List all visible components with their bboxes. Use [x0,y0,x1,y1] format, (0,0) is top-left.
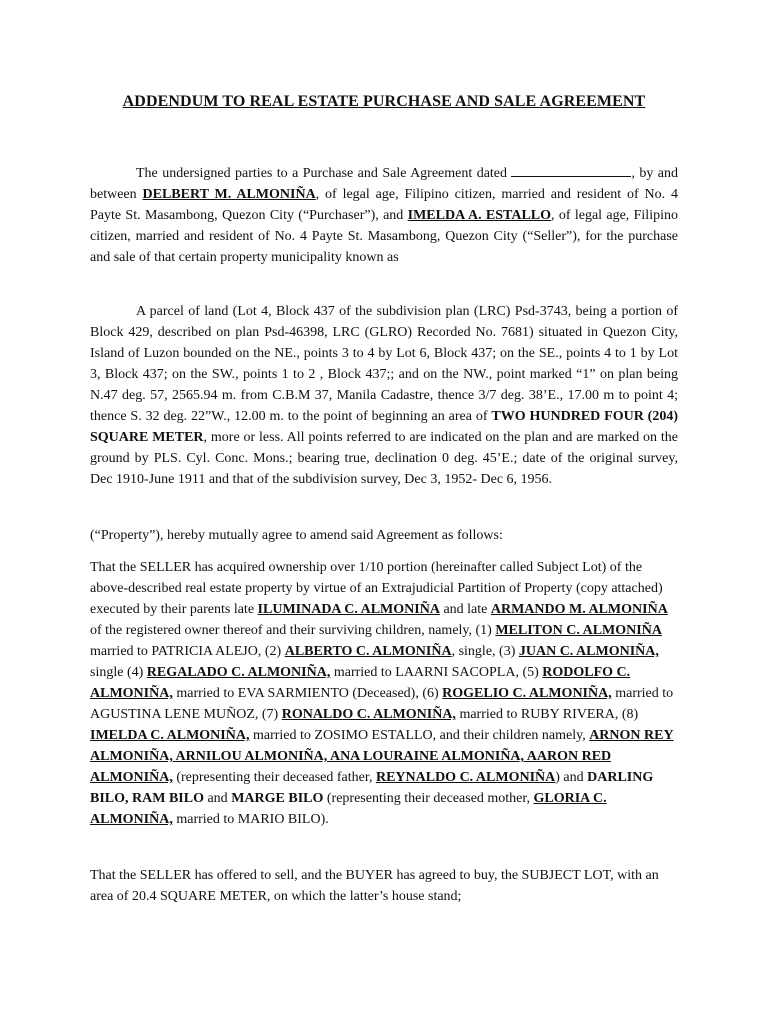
text: , of legal age, Filipino citizen, married and resident of No. 4 Payte St. Masambong, Quezon City (“Purchaser”), and [90,187,678,223]
paragraph-property-description [90,301,678,490]
children-names: ARNON REY ALMONIÑA, ARNILOU ALMONIÑA, ANA LOURAINE ALMONIÑA, AARON RED ALMONIÑA, [90,728,674,785]
text: , more or less. All points referred to are indicated on the plan and are marked on the ground by PLS. Cyl. Conc. Mons.; bearing true, declination 0 deg. 45’E.; date of the original survey, Dec 1910-June 1911 and that of the subdivision survey, Dec 3, 1952- Dec 6, 1956. [90,430,678,487]
purchaser-name: DELBERT M. ALMONIÑA [142,187,316,202]
text: That the SELLER has acquired ownership over 1/10 portion (hereinafter called Subject Lot) of the above-described real estate property by virtue of an Extrajudicial Partition of Property (copy attached) executed by their parents late [90,560,663,617]
text: The undersigned parties to a Purchase and Sale Agreement dated [136,166,512,181]
person-name: REGALADO C. ALMONIÑA, [146,665,331,680]
person-name: GLORIA C. ALMONIÑA, [90,791,607,827]
text: single (4) [90,665,147,680]
person-name: REYNALDO C. ALMONIÑA [375,770,556,785]
seller-name: IMELDA A. ESTALLO [407,208,552,223]
text: of the registered owner thereof and their surviving children, namely, (1) [90,623,496,638]
text: A parcel of land (Lot 4, Block 437 of the subdivision plan (LRC) Psd-3743, being a portion of Block 429, described on plan Psd-46398, LRC (GLRO) Recorded No. 7681) situated in Quezon City, Island of Luzon bounded on the NE., points 3 to 4 by Lot 6, Block 437; on the SE., points 4 to 1 by Lot 3, Block 437; on the SW., points 1 to 2 , Block 437;; and on the NW., point marked “1” on plan being N.47 deg. 57, 2565.94 m. from C.B.M 37, Manila Cadastre, thence 3/7 deg. 38’E., 17.00 m to point 4; thence S. 32 deg. 22”W., 12.00 m. to the point of beginning an area of [90,304,678,424]
person-name: MELITON C. ALMONIÑA [495,623,662,638]
person-name: ILUMINADA C. ALMONIÑA [257,602,440,617]
text: (representing their deceased father, [172,770,376,785]
text: and late [439,602,491,617]
text: , of legal age, Filipino citizen, married and resident of No. 4 Payte St. Masambong, Quezon City (“Seller”), for the purchase and sale of that certain property municipality known as [90,208,678,265]
person-name: RONALDO C. ALMONIÑA, [281,707,456,722]
person-name: MARGE BILO [231,791,324,806]
text: , single, (3) [451,644,519,659]
text: married to ZOSIMO ESTALLO, and their children namely, [249,728,590,743]
person-name: IMELDA C. ALMONIÑA, [90,728,250,743]
date-blank-line [511,164,631,177]
text: , by and between [90,166,678,202]
person-name: ALBERTO C. ALMONIÑA [284,644,452,659]
text: married to MARIO BILO). [172,812,329,827]
text: married to RUBY RIVERA, (8) [455,707,639,722]
paragraph-ownership [90,557,678,830]
text: married to LAARNI SACOPLA, (5) [330,665,543,680]
paragraph-offer [90,865,678,907]
paragraph-agreement: (“Property”), hereby mutually agree to amend said Agreement as follows: [90,528,503,543]
text: married to PATRICIA ALEJO, (2) [90,644,285,659]
document-title: ADDENDUM TO REAL ESTATE PURCHASE AND SALE AGREEMENT [122,93,646,110]
property-area: TWO HUNDRED FOUR (204) SQUARE METER [90,409,679,445]
person-name: ARMANDO M. ALMONIÑA [490,602,668,617]
person-name: ROGELIO C. ALMONIÑA, [442,686,612,701]
text: and [203,791,232,806]
text: That the SELLER has offered to sell, and the BUYER has agreed to buy, the SUBJECT LOT, with an area of 20.4 SQUARE METER, on which the latter’s house stand; [90,868,659,904]
paragraph-parties [90,163,678,268]
person-name: DARLING BILO, RAM BILO [90,770,654,806]
text: married to AGUSTINA LENE MUÑOZ, (7) [90,686,674,722]
person-name: RODOLFO C. ALMONIÑA, [90,665,631,701]
text: ) and [555,770,588,785]
text: married to EVA SARMIENTO (Deceased), (6) [172,686,443,701]
text: (representing their deceased mother, [323,791,534,806]
person-name: JUAN C. ALMONIÑA, [518,644,659,659]
